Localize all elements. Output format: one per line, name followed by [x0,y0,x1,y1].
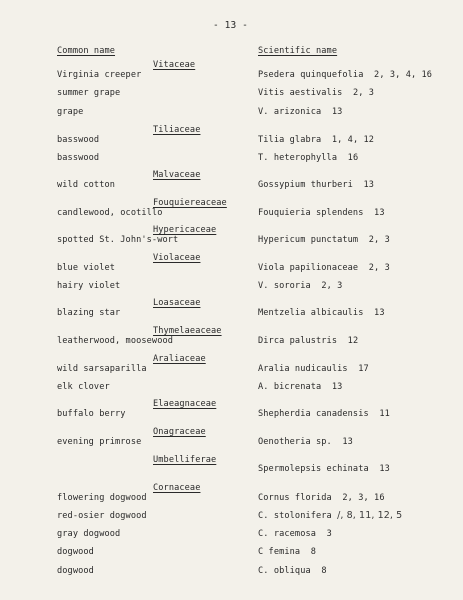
common-name: dogwood [57,547,94,557]
common-name: candlewood, ocotillo [57,208,163,218]
reference-numbers: 13 [374,308,385,318]
family-onagraceae: Onagraceae [153,427,206,437]
reference-numbers: 13 [342,437,353,447]
family-umbelliferae: Umbelliferae [153,455,217,465]
scientific-name: A. bicrenata 13 [258,382,343,392]
reference-numbers: 3 [326,529,332,539]
family-loasaceae: Loasaceae [153,298,201,308]
family-vitaceae: Vitaceae [153,60,196,70]
common-name: gray dogwood [57,529,121,539]
reference-numbers: 16 [347,153,359,163]
scientific-name: Tilia glabra 1, 4, 12 [258,135,375,145]
family-malvaceae: Malvaceae [153,170,201,180]
common-name: elk clover [57,382,110,392]
reference-numbers: 11 [379,409,390,419]
common-name-header: Common name [57,46,116,56]
reference-numbers: 17 [358,364,369,374]
family-cornaceae: Cornaceae [153,483,201,493]
reference-numbers: 13 [331,107,343,117]
common-name: flowering dogwood [57,493,147,503]
scientific-name-header: Scientific name [258,46,338,56]
common-name: summer grape [57,88,121,98]
reference-numbers: 2, 3 [368,263,390,273]
reference-numbers: 13 [331,382,343,392]
family-thymelaeaceae: Thymelaeaceae [153,326,222,336]
common-name: spotted St. John's-wort [57,235,179,245]
scientific-name: Dirca palustris 12 [258,336,359,346]
scientific-name: V. sororia 2, 3 [258,281,343,291]
common-name: leatherwood, moosewood [57,336,174,346]
family-hypericaceae: Hypericaceae [153,225,217,235]
scientific-name: C. stolonifera /, 8, 11, 12, 5 [258,510,403,521]
reference-numbers: 2, 3, 4, 16 [374,70,433,80]
reference-numbers: 2, 3 [368,235,390,245]
common-name: grape [57,107,84,117]
scientific-name: Vitis aestivalis 2, 3 [258,88,375,98]
scientific-name: Hypericum punctatum 2, 3 [258,235,390,245]
scientific-name: Shepherdia canadensis 11 [258,409,390,419]
reference-numbers: 2, 3 [352,88,375,98]
reference-numbers: 12 [347,336,359,346]
reference-numbers: 2, 3, 16 [342,493,385,503]
scientific-name: C. obliqua 8 [258,566,327,576]
common-name: red-osier dogwood [57,511,147,521]
scientific-name: T. heterophylla 16 [258,153,359,163]
common-name: evening primrose [57,437,142,447]
scientific-name: Spermolepsis echinata 13 [258,464,390,474]
reference-numbers: 13 [363,180,375,190]
common-name: basswood [57,153,100,163]
common-name: buffalo berry [57,409,126,419]
scientific-name: V. arizonica 13 [258,107,343,117]
common-name: Virginia creeper [57,70,142,80]
reference-numbers: 8 [321,566,327,576]
common-name: blue violet [57,263,116,273]
common-name: wild sarsaparilla [57,364,147,374]
family-elaeagnaceae: Elaeagnaceae [153,399,217,409]
family-violaceae: Violaceae [153,253,201,263]
scientific-name: Aralia nudicaulis 17 [258,364,369,374]
family-tiliaceae: Tiliaceae [153,125,201,135]
family-fouquieriaceae: Fouquiereaceae [153,198,227,208]
handwritten-reference-numbers: /, 8, 11, 12, 5 [337,510,403,521]
scientific-name: C. racemosa 3 [258,529,332,539]
reference-numbers: 13 [379,464,390,474]
family-araliaceae: Araliaceae [153,354,206,364]
scientific-name: Viola papilionaceae 2, 3 [258,263,390,273]
common-name: wild cotton [57,180,116,190]
reference-numbers: 2, 3 [321,281,343,291]
reference-numbers: 1, 4, 12 [331,135,375,145]
page-number: - 13 - [213,20,248,31]
scientific-name: Fouquieria splendens 13 [258,208,385,218]
scientific-name: Cornus florida 2, 3, 16 [258,493,385,503]
scientific-name: Mentzelia albicaulis 13 [258,308,385,318]
common-name: dogwood [57,566,94,576]
reference-numbers: 13 [374,208,385,218]
common-name: hairy violet [57,281,121,291]
scientific-name: C femina 8 [258,547,317,557]
common-name: blazing star [57,308,121,318]
scientific-name: Gossypium thurberi 13 [258,180,375,190]
reference-numbers: 8 [310,547,317,557]
scientific-name: Oenotheria sp. 13 [258,437,353,447]
scientific-name: Psedera quinquefolia 2, 3, 4, 16 [258,70,433,80]
common-name: basswood [57,135,100,145]
